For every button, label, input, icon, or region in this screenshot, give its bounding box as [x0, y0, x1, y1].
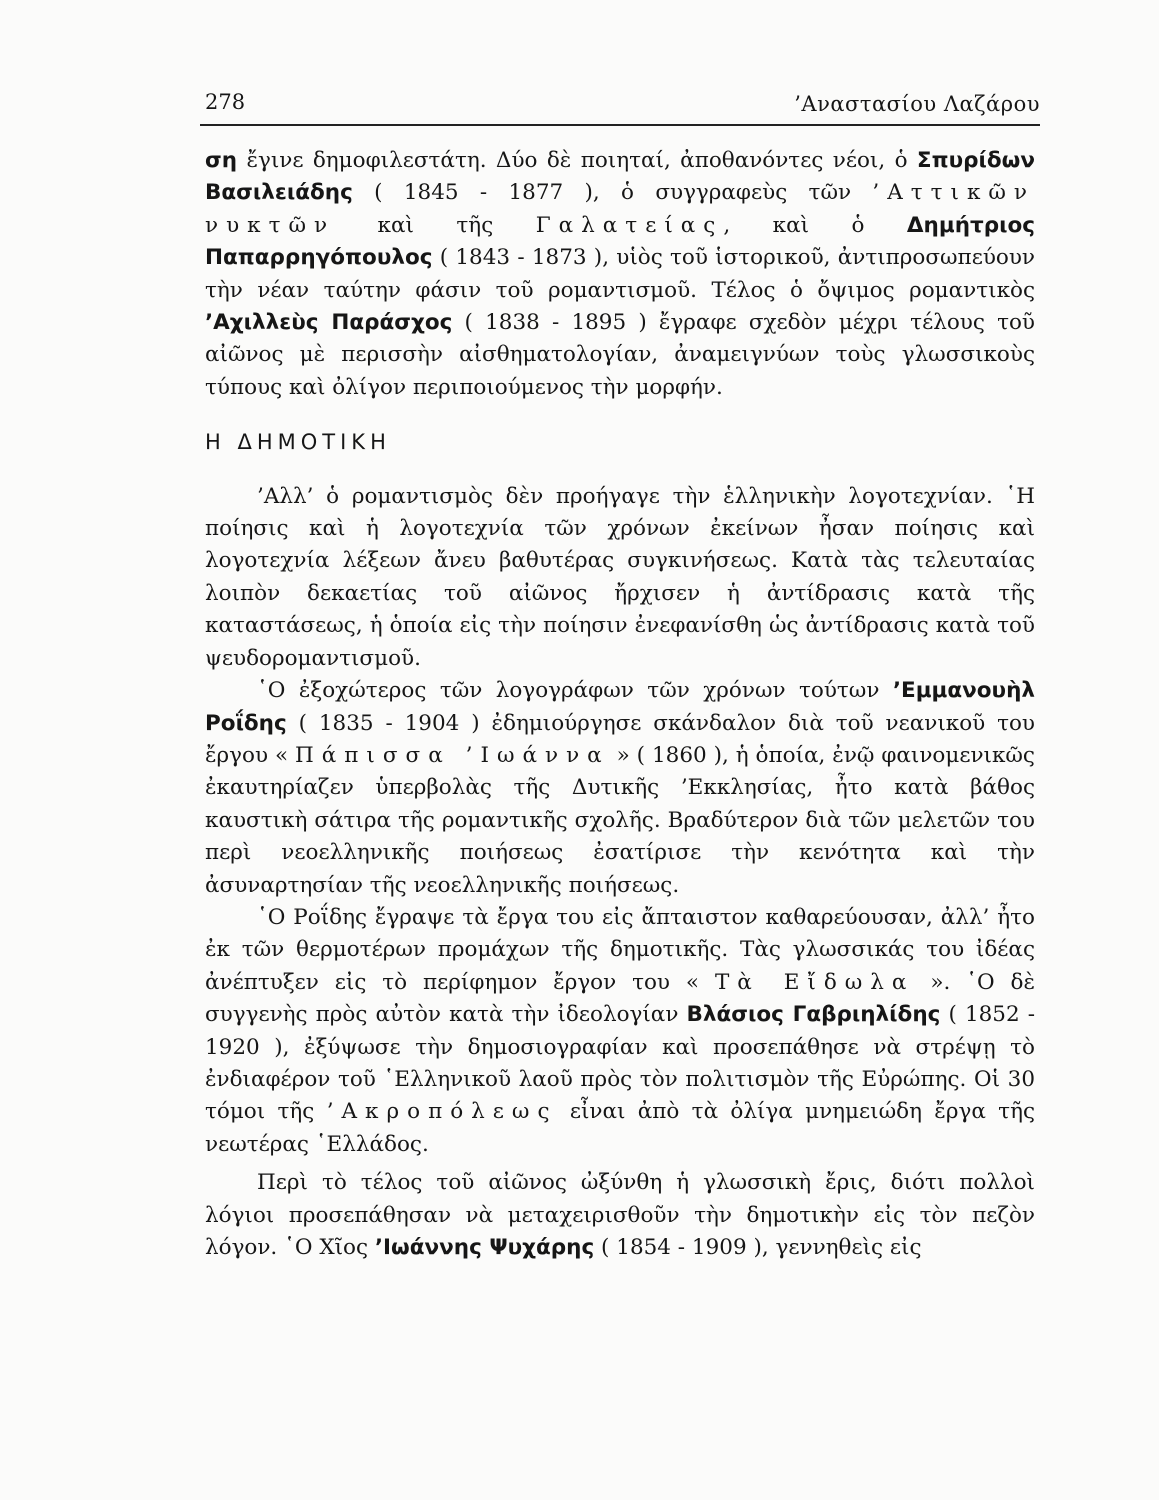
text-run: ( 1852 - 1920 ), ἐξύψωσε τὴν δημοσιογραφίαν καὶ προσεπάθησε νὰ στρέψῃ τὸ ἐνδιαφέρον τοῦ ῾Ελληνικοῦ λαοῦ πρὸς τὸν πολιτισμὸν τῆς Εὐρώπης. Οἱ 30 τόμοι τῆς: [205, 1002, 1036, 1125]
text-run: ( 1843 - 1873 ), υἱὸς τοῦ ἱστορικοῦ, ἀντιπροσωπεύουν τὴν νέαν ταύτην φάσιν τοῦ ρομαντισμοῦ. Τέλος ὁ ὄψιμος ρομαντικὸς: [205, 245, 1035, 303]
text-run: ». ῾Ο δὲ συγγενὴς πρὸς αὐτὸν κατὰ τὴν ἰδεολογίαν: [205, 969, 1035, 1028]
person-name: Δημήτριος Παπαρρηγόπουλος: [205, 212, 1035, 271]
page-number: 278: [205, 90, 246, 114]
person-name: ’Εμμανουὴλ Ροΐδης: [205, 678, 1035, 736]
person-name: Βλάσιος Γαβριηλίδης: [686, 1002, 941, 1028]
person-name: Σπυρίδων Βασιλειάδης: [205, 148, 1035, 206]
paragraph-1: [205, 145, 1035, 404]
text-run: ἔγινε δημοφιλεστάτη. Δύο δὲ ποιηταί, ἀποθανόντες νέοι, ὁ: [237, 148, 917, 173]
work-title: Τὰ Εἴδωλα: [714, 969, 915, 995]
person-name: ’Αχιλλεὺς Παράσχος: [205, 310, 453, 336]
text-run: ( 1835 - 1904 ) ἐδημιούργησε σκάνδαλον διὰ τοῦ νεανικοῦ του ἔργου «: [205, 710, 1035, 768]
text-run: καὶ τῆς: [335, 212, 536, 238]
body-text: [205, 145, 1035, 1264]
work-title: Πάπισσα ’Ιωάννα: [295, 742, 610, 768]
text-run: εἶναι ἀπὸ τὰ ὀλίγα μνημειώδη ἔργα τῆς νεωτέρας ῾Ελλάδος.: [205, 1099, 1035, 1157]
text-run: ( 1838 - 1895 ) ἔγραφε σχεδὸν μέχρι τέλους τοῦ αἰῶνος μὲ περισσὴν αἰσθηματολογίαν, ἀναμειγνύων τοὺς γλωσσικοὺς τύπους καὶ ὀλίγον περιποιούμενος τὴν μορφήν.: [205, 310, 1035, 400]
page-header: [205, 90, 1040, 126]
bold-fragment: ση: [205, 148, 238, 173]
header-rule: [200, 124, 1040, 126]
text-run: ( 1845 - 1877 ), ὁ συγγραφεὺς τῶν: [352, 180, 873, 206]
work-title: ’Ακροπόλεως: [326, 1099, 558, 1125]
text-run: , καὶ ὁ: [723, 212, 907, 238]
work-title: Γαλατείας: [535, 212, 724, 238]
person-name: ’Ιωάννης Ψυχάρης: [374, 1235, 595, 1260]
text-run: Περὶ τὸ τέλος τοῦ αἰῶνος ὠξύνθη ἡ γλωσσικὴ ἔρις, διότι πολλοὶ λόγιοι προσεπάθησαν νὰ μεταχειρισθοῦν τὴν δημοτικὴν εἰς τὸν πεζὸν λόγον. ῾Ο Χῖος: [205, 1170, 1035, 1260]
running-head: ’Αναστασίου Λαζάρου: [794, 92, 1040, 116]
text-run: ’Αλλ’ ὁ ρομαντισμὸς δὲν προήγαγε τὴν ἑλληνικὴν λογοτεχνίαν. ῾Η ποίησις καὶ ἡ λογοτεχνία τῶν χρόνων ἐκείνων ἦσαν ποίησις καὶ λογοτεχνία λέξεων ἄνευ βαθυτέρας συγκινήσεως. Κατὰ τὰς τελευταίας λοιπὸν δεκαετίας τοῦ αἰῶνος ἤρχισεν ἡ ἀντίδρασις κατὰ τῆς καταστάσεως, ἡ ὁποία εἰς τὴν ποίησιν ἐνεφανίσθη ὡς ἀντίδρασις κατὰ τοῦ ψευδορομαντισμοῦ.: [205, 483, 1035, 671]
paragraph-2: [205, 481, 1035, 675]
text-run: » ( 1860 ), ἡ ὁποία, ἐνῷ φαινομενικῶς ἐκαυτηρίαζεν ὑπερβολὰς τῆς Δυτικῆς ’Εκκλησίας, ἦτο κατὰ βάθος καυστικὴ σάτιρα τῆς ρομαντικῆς σχολῆς. Βραδύτερον διὰ τῶν μελετῶν του περὶ νεοελληνικῆς ποιήσεως ἐσατίρισε τὴν κενότητα καὶ τὴν ἀσυναρτησίαν τῆς νεοελληνικῆς ποιήσεως.: [205, 742, 1035, 898]
section-heading: Η ΔΗΜΟΤΙΚΗ: [205, 430, 391, 455]
text-run: ῾Ο ἐξοχώτερος τῶν λογογράφων τῶν χρόνων τούτων: [257, 678, 893, 704]
paragraph-5: [205, 1167, 1035, 1264]
text-run: ( 1854 - 1909 ), γεννηθεὶς εἰς: [594, 1235, 922, 1260]
paragraph-4: [205, 902, 1035, 1161]
paragraph-3: [205, 675, 1035, 902]
text-run: ῾Ο Ροΐδης ἔγραψε τὰ ἔργα του εἰς ἄπταιστον καθαρεύουσαν, ἀλλ’ ἦτο ἐκ τῶν θερμοτέρων προμάχων τῆς δημοτικῆς. Τὰς γλωσσικάς του ἰδέας ἀνέπτυξεν εἰς τὸ περίφημον ἔργον του «: [205, 904, 1035, 995]
work-title: ’Αττικῶν νυκτῶν: [205, 180, 1035, 238]
